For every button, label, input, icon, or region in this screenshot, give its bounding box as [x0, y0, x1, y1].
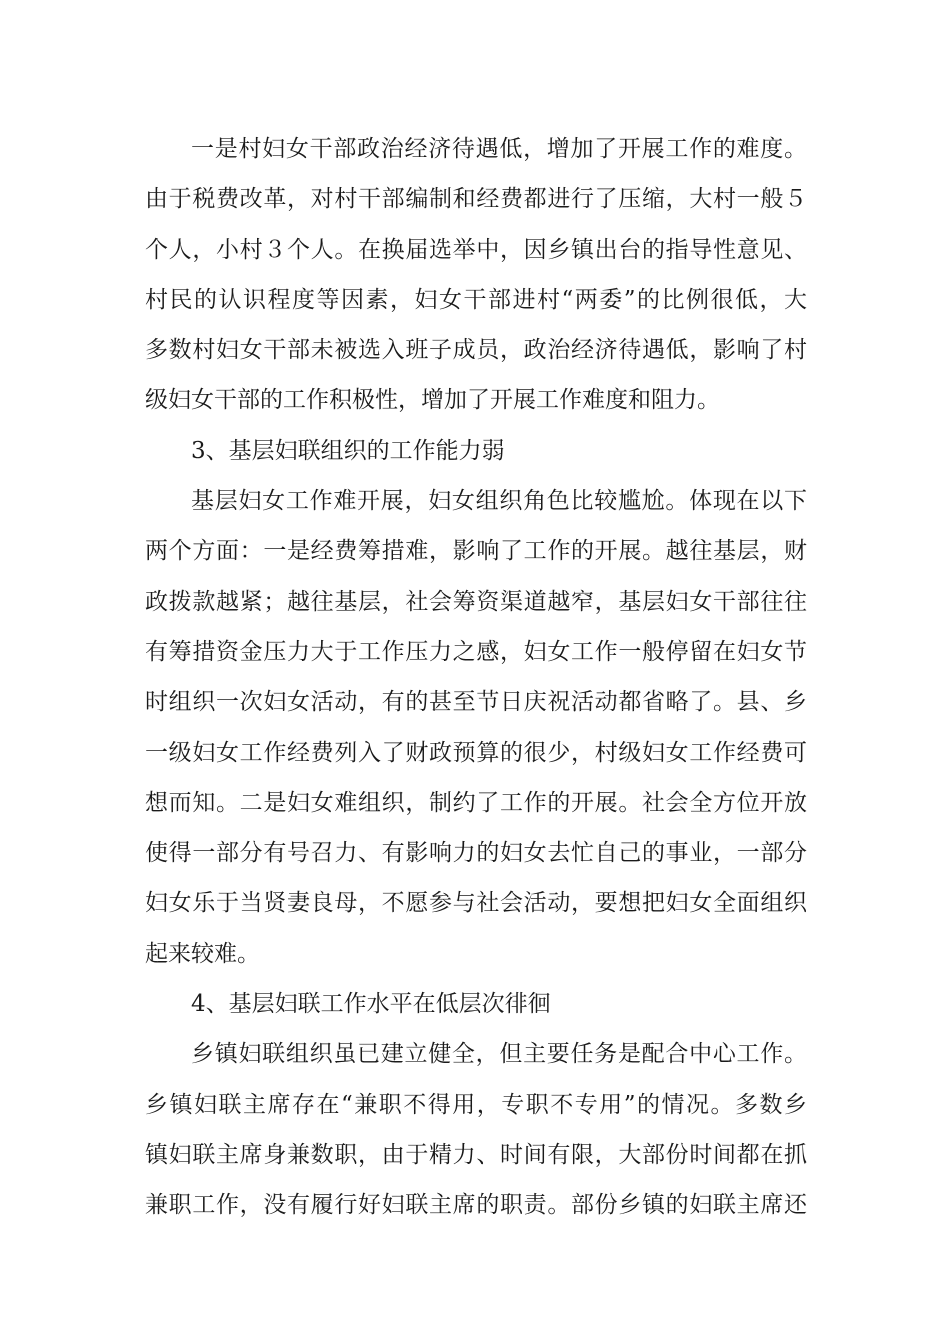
paragraph-line: 起来较难。	[145, 940, 260, 967]
paragraph-line: 乡镇妇联组织虽已建立健全，但主要任务是配合中心工作。	[191, 1041, 807, 1068]
paragraph-line: 两个方面：一是经费筹措难，影响了工作的开展。越往基层，财	[145, 538, 807, 565]
paragraph-line: 想而知。二是妇女难组织，制约了工作的开展。社会全方位开放	[145, 789, 807, 816]
paragraph-line: 级妇女干部的工作积极性，增加了开展工作难度和阻力。	[145, 387, 720, 414]
paragraph-line: 由于税费改革，对村干部编制和经费都进行了压缩，大村一般５	[145, 186, 807, 213]
paragraph-line: 村民的认识程度等因素，妇女干部进村“两委”的比例很低，大	[145, 286, 807, 313]
paragraph-line: 多数村妇女干部未被选入班子成员，政治经济待遇低，影响了村	[145, 337, 807, 364]
section-heading: 3、基层妇联组织的工作能力弱	[191, 437, 505, 464]
paragraph-line: 政拨款越紧；越往基层，社会筹资渠道越窄，基层妇女干部往往	[145, 588, 807, 615]
paragraph-line: 一级妇女工作经费列入了财政预算的很少，村级妇女工作经费可	[145, 739, 807, 766]
paragraph-line: 镇妇联主席身兼数职，由于精力、时间有限，大部份时间都在抓	[145, 1141, 807, 1168]
paragraph-line: 个人，小村３个人。在换届选举中，因乡镇出台的指导性意见、	[145, 236, 807, 263]
paragraph-line: 一是村妇女干部政治经济待遇低，增加了开展工作的难度。	[191, 136, 807, 162]
paragraph-line: 基层妇女工作难开展，妇女组织角色比较尴尬。体现在以下	[191, 488, 807, 515]
document-body	[145, 124, 807, 1231]
paragraph-line: 兼职工作，没有履行好妇联主席的职责。部份乡镇的妇联主席还	[145, 1192, 807, 1219]
paragraph-line: 有筹措资金压力大于工作压力之感，妇女工作一般停留在妇女节	[145, 638, 807, 665]
paragraph-line: 时组织一次妇女活动，有的甚至节日庆祝活动都省略了。县、乡	[145, 689, 807, 716]
paragraph-line: 乡镇妇联主席存在“兼职不得用，专职不专用”的情况。多数乡	[145, 1091, 807, 1118]
paragraph-line: 使得一部分有号召力、有影响力的妇女去忙自己的事业，一部分	[145, 840, 807, 867]
section-heading: 4、基层妇联工作水平在低层次徘徊	[191, 991, 551, 1018]
paragraph-line: 妇女乐于当贤妻良母，不愿参与社会活动，要想把妇女全面组织	[145, 890, 807, 917]
